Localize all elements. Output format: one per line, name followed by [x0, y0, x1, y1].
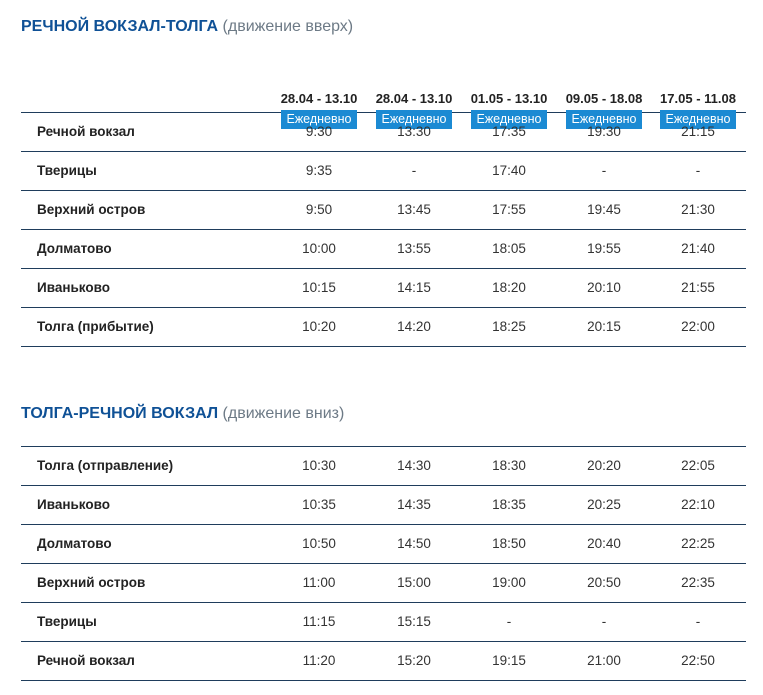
schedule-section-downstream	[21, 401, 746, 681]
time-cell: 20:40	[587, 536, 621, 551]
table-row	[21, 113, 746, 152]
time-cell: 10:15	[302, 280, 336, 295]
schedule-table	[21, 112, 746, 347]
time-cell: 19:15	[492, 653, 526, 668]
time-cell: 21:55	[681, 280, 715, 295]
table-row	[21, 603, 746, 642]
time-cell: 10:50	[302, 536, 336, 551]
route-name: РЕЧНОЙ ВОКЗАЛ-ТОЛГА	[21, 18, 219, 35]
stop-name: Верхний остров	[37, 202, 146, 217]
stop-name: Иваньково	[37, 280, 110, 295]
time-cell: 10:30	[302, 458, 336, 473]
route-direction: (движение вверх)	[222, 18, 354, 35]
table-row	[21, 525, 746, 564]
time-cell: 18:20	[492, 280, 526, 295]
time-cell: 21:15	[681, 124, 715, 139]
table-row	[21, 152, 746, 191]
stop-name: Речной вокзал	[37, 124, 135, 139]
stop-name: Иваньково	[37, 497, 110, 512]
time-cell: 22:00	[681, 319, 715, 334]
time-cell: 15:15	[397, 614, 431, 629]
schedule-section-upstream	[21, 14, 746, 347]
time-cell: 19:00	[492, 575, 526, 590]
stop-name: Долматово	[37, 241, 112, 256]
route-name: ТОЛГА-РЕЧНОЙ ВОКЗАЛ	[21, 405, 219, 422]
table-row	[21, 191, 746, 230]
time-cell: 18:05	[492, 241, 526, 256]
table-row	[21, 447, 746, 486]
time-cell: 15:20	[397, 653, 431, 668]
time-cell: 14:20	[397, 319, 431, 334]
time-cell: -	[695, 163, 701, 178]
time-cell: 14:50	[397, 536, 431, 551]
time-cell: 19:45	[587, 202, 621, 217]
time-cell: 21:30	[681, 202, 715, 217]
time-cell: 22:25	[681, 536, 715, 551]
time-cell: 14:15	[397, 280, 431, 295]
time-cell: -	[695, 614, 701, 629]
time-cell: -	[601, 614, 607, 629]
time-cell: 18:25	[492, 319, 526, 334]
time-cell: 19:30	[587, 124, 621, 139]
time-cell: 9:35	[305, 163, 333, 178]
section-title	[21, 14, 746, 40]
period-dates: 17.05 - 11.08	[660, 91, 736, 106]
time-cell: 18:35	[492, 497, 526, 512]
section-title	[21, 401, 746, 427]
period-dates: 28.04 - 13.10	[280, 91, 358, 106]
route-direction: (движение вниз)	[222, 405, 345, 422]
period-dates: 01.05 - 13.10	[470, 91, 548, 106]
time-cell: 13:45	[397, 202, 431, 217]
time-cell: 9:50	[305, 202, 333, 217]
period-dates: 09.05 - 18.08	[565, 91, 643, 106]
table-row	[21, 564, 746, 603]
stop-name: Тверицы	[37, 614, 97, 629]
schedule-table	[21, 446, 746, 681]
time-cell: 10:20	[302, 319, 336, 334]
stop-name: Толга (отправление)	[37, 458, 174, 473]
period-header	[21, 40, 746, 126]
time-cell: 11:20	[302, 653, 336, 668]
stop-name: Долматово	[37, 536, 112, 551]
time-cell: -	[411, 163, 417, 178]
time-cell: 18:50	[492, 536, 526, 551]
time-cell: 13:30	[397, 124, 431, 139]
time-cell: 10:35	[302, 497, 336, 512]
frequency-badge: Ежедневно	[281, 110, 356, 129]
time-cell: 22:35	[681, 575, 715, 590]
table-row	[21, 308, 746, 347]
time-cell: 20:15	[587, 319, 621, 334]
frequency-badge: Ежедневно	[566, 110, 641, 129]
stop-name: Толга (прибытие)	[37, 319, 154, 334]
time-cell: 20:20	[587, 458, 621, 473]
stop-name: Тверицы	[37, 163, 97, 178]
period-dates: 28.04 - 13.10	[375, 91, 453, 106]
frequency-badge: Ежедневно	[660, 110, 735, 129]
time-cell: 17:35	[492, 124, 526, 139]
time-cell: 22:10	[681, 497, 715, 512]
time-cell: -	[506, 614, 512, 629]
frequency-badge: Ежедневно	[471, 110, 546, 129]
table-row	[21, 230, 746, 269]
time-cell: 13:55	[397, 241, 431, 256]
table-row	[21, 642, 746, 681]
time-cell: 11:00	[302, 575, 336, 590]
frequency-badge: Ежедневно	[376, 110, 451, 129]
time-cell: 22:50	[681, 653, 715, 668]
time-cell: 20:50	[587, 575, 621, 590]
time-cell: 11:15	[302, 614, 336, 629]
time-cell: 20:25	[587, 497, 621, 512]
stop-name: Верхний остров	[37, 575, 146, 590]
time-cell: 22:05	[681, 458, 715, 473]
time-cell: 19:55	[587, 241, 621, 256]
time-cell: 17:55	[492, 202, 526, 217]
time-cell: 21:00	[587, 653, 621, 668]
time-cell: 18:30	[492, 458, 526, 473]
time-cell: 9:30	[305, 124, 333, 139]
time-cell: 14:35	[397, 497, 431, 512]
time-cell: 21:40	[681, 241, 715, 256]
table-row	[21, 269, 746, 308]
time-cell: 10:00	[302, 241, 336, 256]
table-row	[21, 486, 746, 525]
time-cell: 17:40	[492, 163, 526, 178]
time-cell: 20:10	[587, 280, 621, 295]
time-cell: -	[601, 163, 607, 178]
time-cell: 15:00	[397, 575, 431, 590]
stop-name: Речной вокзал	[37, 653, 135, 668]
time-cell: 14:30	[397, 458, 431, 473]
